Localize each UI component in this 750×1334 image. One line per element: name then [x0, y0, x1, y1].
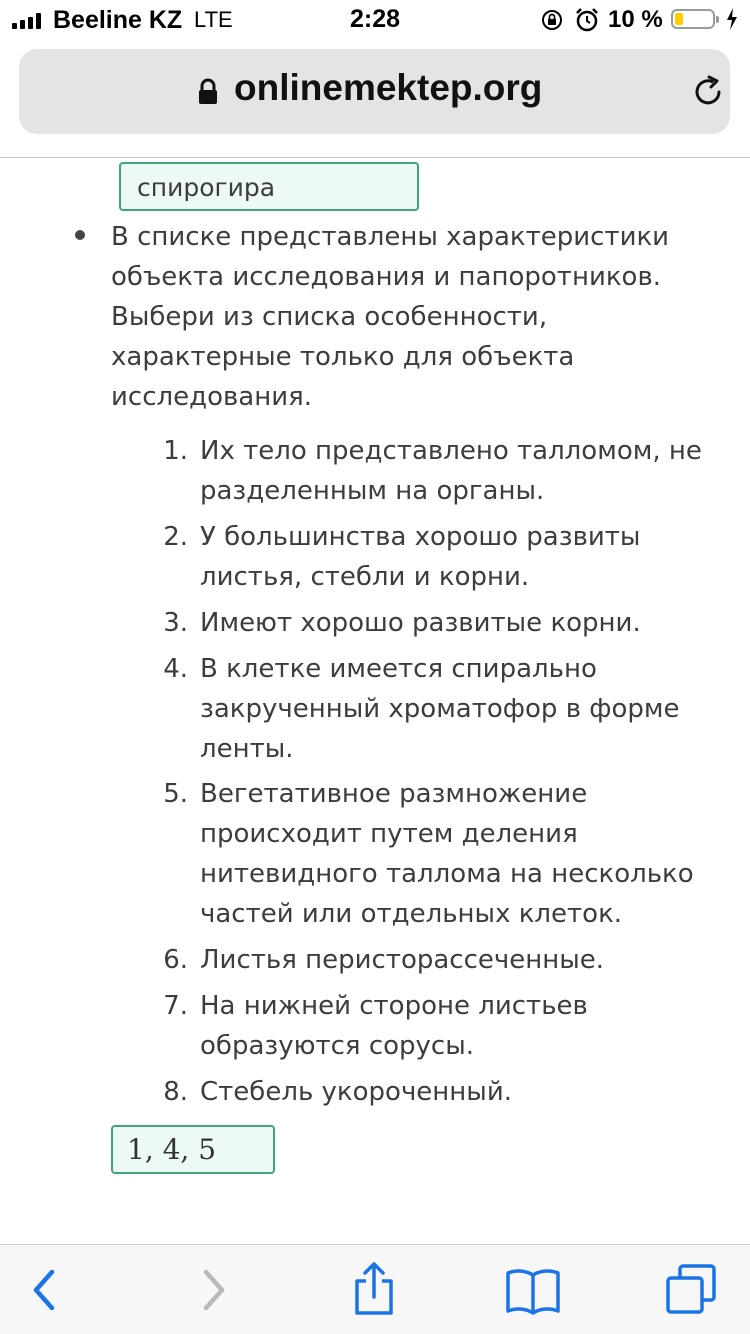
reload-icon[interactable] [690, 74, 726, 110]
list-item-text: У большинства хорошо развиты листья, стебли и корни. [200, 522, 641, 592]
status-bar [0, 0, 750, 40]
alarm-icon [575, 7, 599, 33]
carrier-name: Beeline KZ [53, 6, 183, 34]
clock: 2:28 [349, 5, 401, 33]
list-item-text: Листья перисторассеченные. [200, 945, 605, 975]
answer-field[interactable] [111, 1125, 275, 1174]
charging-icon [726, 8, 738, 30]
list-item-number: 7. [163, 991, 188, 1021]
list-item-number: 3. [163, 608, 188, 638]
battery-level-fill [675, 13, 683, 25]
list-item-number: 5. [163, 779, 188, 809]
address-bar[interactable] [19, 49, 730, 134]
page-content [0, 158, 750, 1244]
list-item-text: Стебель укороченный. [200, 1077, 512, 1107]
list-item-number: 1. [163, 436, 188, 466]
rotation-lock-icon [540, 8, 564, 32]
list-item-number: 6. [163, 945, 188, 975]
list-item-text: Вегетативное размножение происходит путем деления нитевидного таллома на несколько частей или отдельных клеток. [200, 779, 694, 929]
battery-icon [671, 9, 715, 29]
answer-value: 1, 4, 5 [127, 1133, 217, 1166]
list-item-number: 2. [163, 522, 188, 552]
list-item-number: 8. [163, 1077, 188, 1107]
bookmarks-icon[interactable] [505, 1267, 561, 1315]
share-icon[interactable] [350, 1261, 398, 1317]
previous-answer-field[interactable] [119, 162, 419, 211]
tabs-icon[interactable] [664, 1263, 718, 1317]
network-type: LTE [194, 7, 233, 32]
url-text: onlinemektep.org [234, 67, 543, 108]
list-item-text: Их тело представлено талломом, не разделенным на органы. [200, 436, 702, 506]
list-item-number: 4. [163, 654, 188, 684]
list-item-text: В клетке имеется спирально закрученный хроматофор в форме ленты. [200, 654, 680, 764]
battery-percent: 10 % [608, 6, 663, 33]
list-item-text: На нижней стороне листьев образуются сорусы. [200, 991, 588, 1061]
question-text: В списке представлены характеристики объекта исследования и папоротников. Выбери из списка особенности, характерные только для объекта исследования. [111, 222, 670, 412]
bullet-icon [75, 230, 85, 240]
browser-toolbar [0, 1244, 750, 1334]
back-icon[interactable] [30, 1267, 62, 1313]
lock-icon [197, 78, 219, 106]
previous-answer-value: спирогира [137, 173, 276, 202]
forward-icon[interactable] [198, 1267, 230, 1313]
list-item-text: Имеют хорошо развитые корни. [200, 608, 641, 638]
